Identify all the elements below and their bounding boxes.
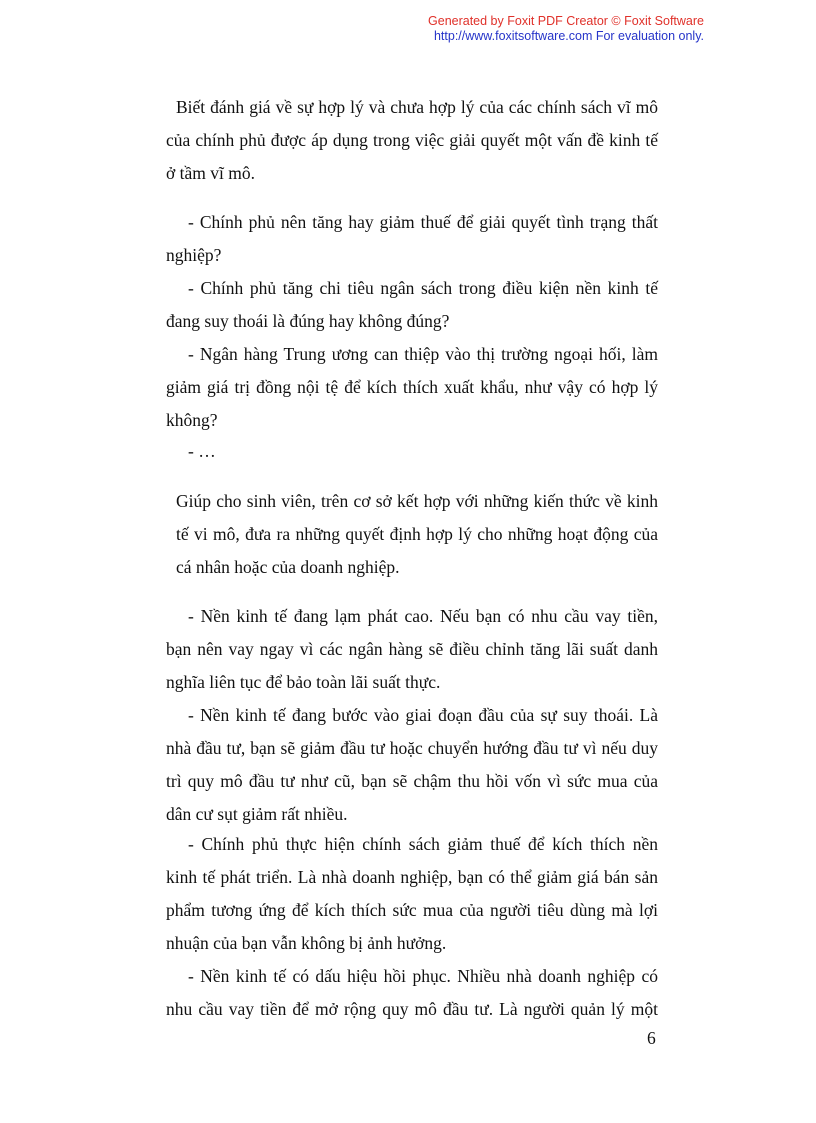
text-line: giảm giá trị đồng nội tệ để kích thích xuất khẩu, như vậy có hợp lý: [166, 377, 658, 397]
text-line: trì quy mô đầu tư như cũ, bạn sẽ chậm thu hồi vốn vì sức mua của: [166, 771, 658, 791]
text-line: nhu cầu vay tiền để mở rộng quy mô đầu tư. Là người quản lý một: [166, 999, 658, 1019]
text-line: - Nền kinh tế có dấu hiệu hồi phục. Nhiều nhà doanh nghiệp có: [188, 966, 658, 986]
watermark-line-1: Generated by Foxit PDF Creator © Foxit Software: [428, 14, 704, 28]
text-line: bạn nên vay ngay vì các ngân hàng sẽ điều chỉnh tăng lãi suất danh: [166, 639, 658, 659]
text-line: Giúp cho sinh viên, trên cơ sở kết hợp với những kiến thức về kinh: [176, 491, 658, 511]
text-line: nghĩa liên tục để bảo toàn lãi suất thực.: [166, 672, 441, 692]
watermark-line-2: http://www.foxitsoftware.com For evaluation only.: [433, 29, 704, 43]
text-line: nhà đầu tư, bạn sẽ giảm đầu tư hoặc chuyển hướng đầu tư vì nếu duy: [166, 738, 658, 758]
text-line: ở tầm vĩ mô.: [166, 163, 255, 183]
text-line: cá nhân hoặc của doanh nghiệp.: [176, 557, 400, 577]
text-line: đang suy thoái là đúng hay không đúng?: [166, 311, 450, 331]
text-line: - Chính phủ thực hiện chính sách giảm thuế để kích thích nền: [188, 834, 658, 854]
text-line: của chính phủ được áp dụng trong việc giải quyết một vấn đề kinh tế: [166, 130, 658, 150]
text-line: - Nền kinh tế đang lạm phát cao. Nếu bạn có nhu cầu vay tiền,: [188, 606, 658, 626]
text-line: phẩm tương ứng để kích thích sức mua của người tiêu dùng mà lợi: [166, 900, 658, 920]
foxit-watermark: [428, 14, 704, 44]
text-line: dân cư sụt giảm rất nhiều.: [166, 804, 348, 824]
text-line: không?: [166, 410, 218, 430]
text-line: kinh tế phát triển. Là nhà doanh nghiệp, bạn có thể giảm giá bán sản: [166, 867, 658, 887]
text-line: - …: [188, 441, 216, 461]
text-line: - Ngân hàng Trung ương can thiệp vào thị trường ngoại hối, làm: [188, 344, 658, 364]
page-number: 6: [647, 1028, 656, 1048]
text-line: nhuận của bạn vẫn không bị ảnh hưởng.: [166, 933, 447, 953]
text-line: tế vi mô, đưa ra những quyết định hợp lý cho những hoạt động của: [176, 524, 658, 544]
text-line: - Chính phủ nên tăng hay giảm thuế để giải quyết tình trạng thất: [188, 212, 658, 232]
text-line: - Chính phủ tăng chi tiêu ngân sách trong điều kiện nền kinh tế: [188, 278, 658, 298]
text-line: - Nền kinh tế đang bước vào giai đoạn đầu của sự suy thoái. Là: [188, 705, 658, 725]
text-line: nghiệp?: [166, 245, 222, 265]
text-line: Biết đánh giá về sự hợp lý và chưa hợp lý của các chính sách vĩ mô: [176, 97, 658, 117]
